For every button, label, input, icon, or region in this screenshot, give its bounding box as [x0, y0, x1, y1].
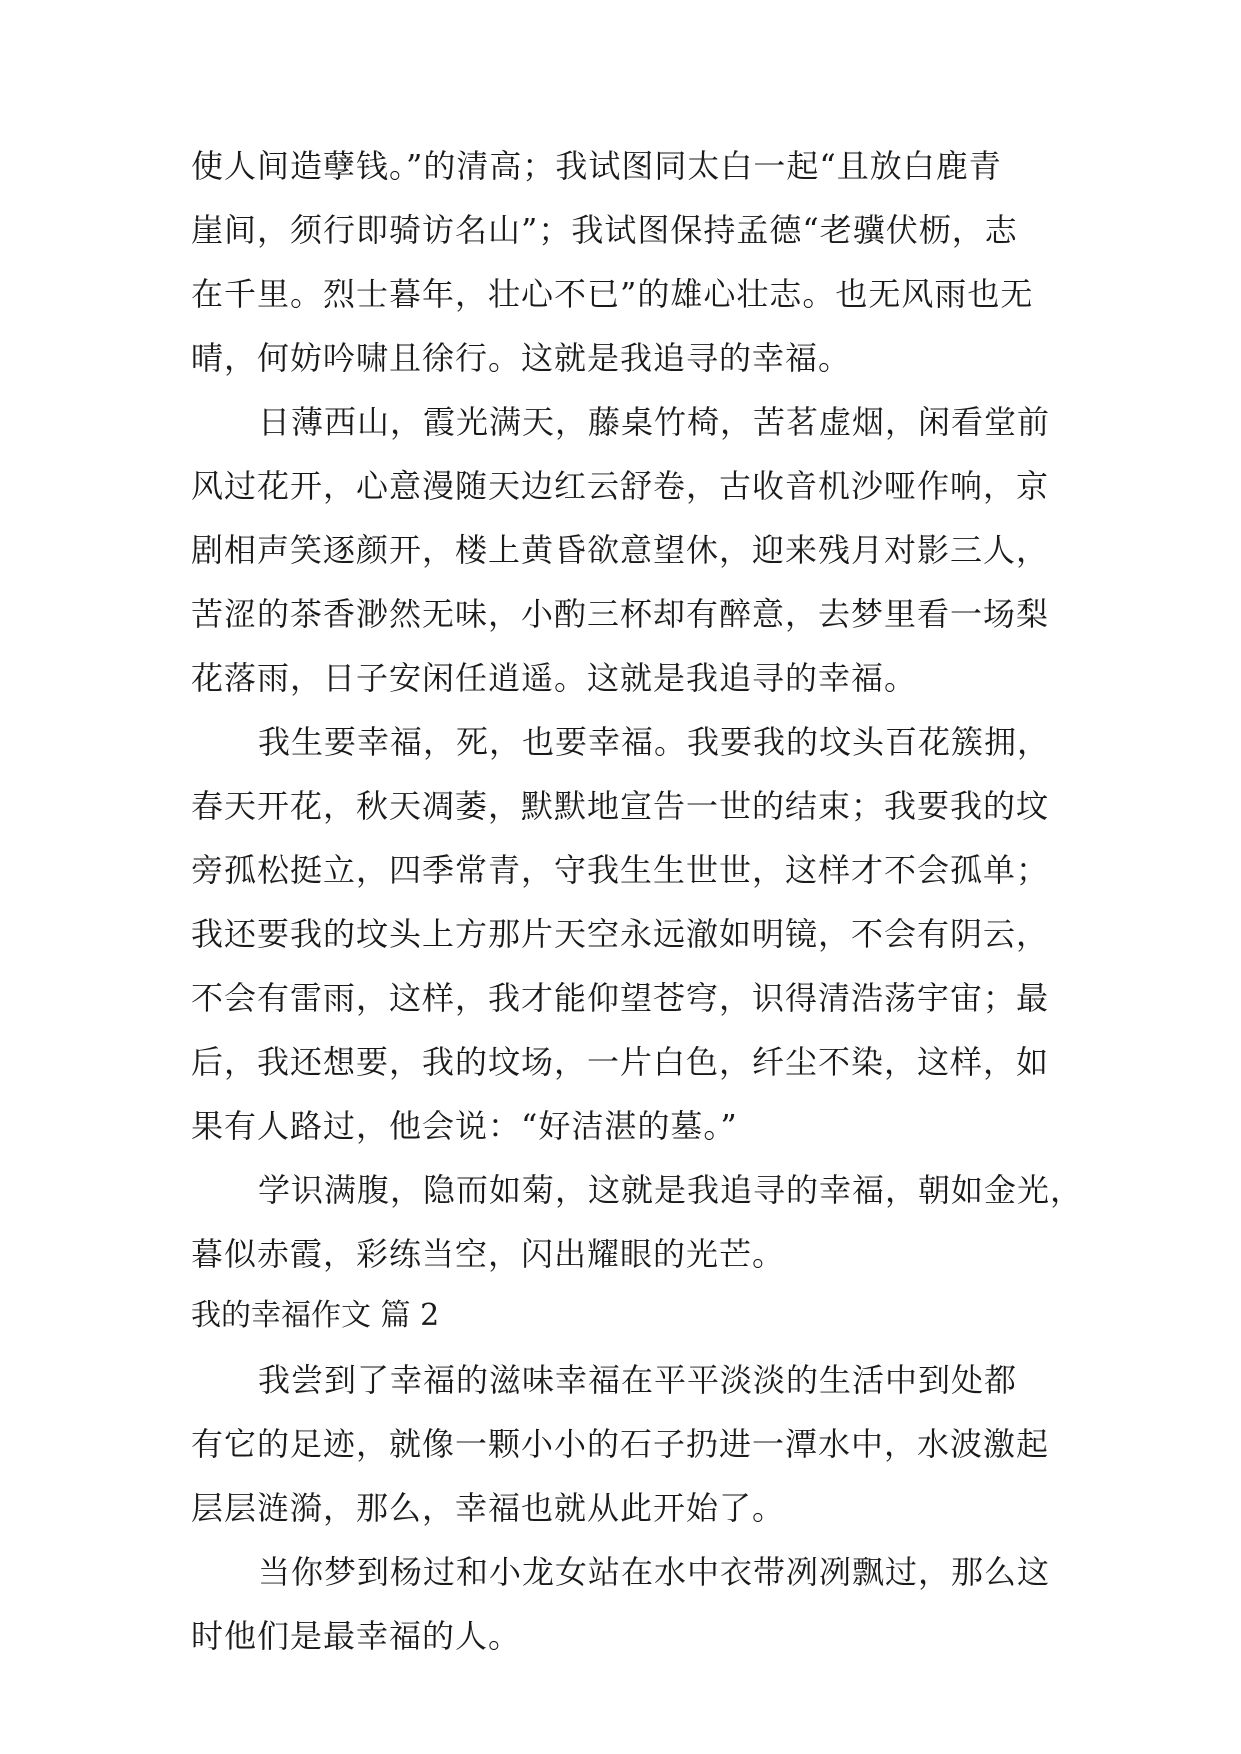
- section-heading: 我的幸福作文 篇 2: [191, 1298, 440, 1333]
- text-line: 风过花开，心意漫随天边红云舒卷，古收音机沙哑作响，京: [191, 467, 1050, 505]
- text-line: 我还要我的坟头上方那片天空永远澈如明镜，不会有阴云，: [191, 915, 1050, 953]
- text-line: 旁孤松挺立，四季常青，守我生生世世，这样才不会孤单；: [191, 851, 1050, 889]
- text-line: 苦涩的茶香渺然无味，小酌三杯却有醉意，去梦里看一场梨: [191, 595, 1050, 633]
- text-line: 使人间造孽钱。”的清高；我试图同太白一起“且放白鹿青: [191, 147, 1002, 185]
- text-line-indented: 当你梦到杨过和小龙女站在水中衣带冽冽飘过，那么这: [258, 1553, 1051, 1591]
- text-line: 在千里。烈士暮年，壮心不已”的雄心壮志。也无风雨也无: [191, 275, 1034, 313]
- text-line: 崖间，须行即骑访名山”；我试图保持孟德“老骥伏枥，志: [191, 211, 1018, 249]
- text-line: 晴，何妨吟啸且徐行。这就是我追寻的幸福。: [191, 339, 852, 377]
- text-line: 层层涟漪，那么，幸福也就从此开始了。: [191, 1489, 786, 1527]
- text-line: 剧相声笑逐颜开，楼上黄昏欲意望休，迎来残月对影三人，: [191, 531, 1050, 569]
- text-line: 不会有雷雨，这样，我才能仰望苍穹，识得清浩荡宇宙；最: [191, 979, 1050, 1017]
- text-line-indented: 学识满腹，隐而如菊，这就是我追寻的幸福，朝如金光，: [258, 1171, 1084, 1209]
- text-line: 果有人路过，他会说：“好洁湛的墓。”: [191, 1107, 738, 1145]
- text-line-indented: 我尝到了幸福的滋味幸福在平平淡淡的生活中到处都: [258, 1361, 1018, 1399]
- text-line: 有它的足迹，就像一颗小小的石子扔进一潭水中，水波激起: [191, 1425, 1050, 1463]
- text-line-indented: 日薄西山，霞光满天，藤桌竹椅，苦茗虚烟，闲看堂前: [258, 403, 1051, 441]
- text-line: 后，我还想要，我的坟场，一片白色，纤尘不染，这样，如: [191, 1043, 1050, 1081]
- text-line: 时他们是最幸福的人。: [191, 1617, 522, 1655]
- text-line-indented: 我生要幸福，死，也要幸福。我要我的坟头百花簇拥，: [258, 723, 1051, 761]
- text-line: 花落雨，日子安闲任逍遥。这就是我追寻的幸福。: [191, 659, 918, 697]
- text-line: 春天开花，秋天凋萎，默默地宣告一世的结束；我要我的坟: [191, 787, 1050, 825]
- text-line: 暮似赤霞，彩练当空，闪出耀眼的光芒。: [191, 1235, 786, 1273]
